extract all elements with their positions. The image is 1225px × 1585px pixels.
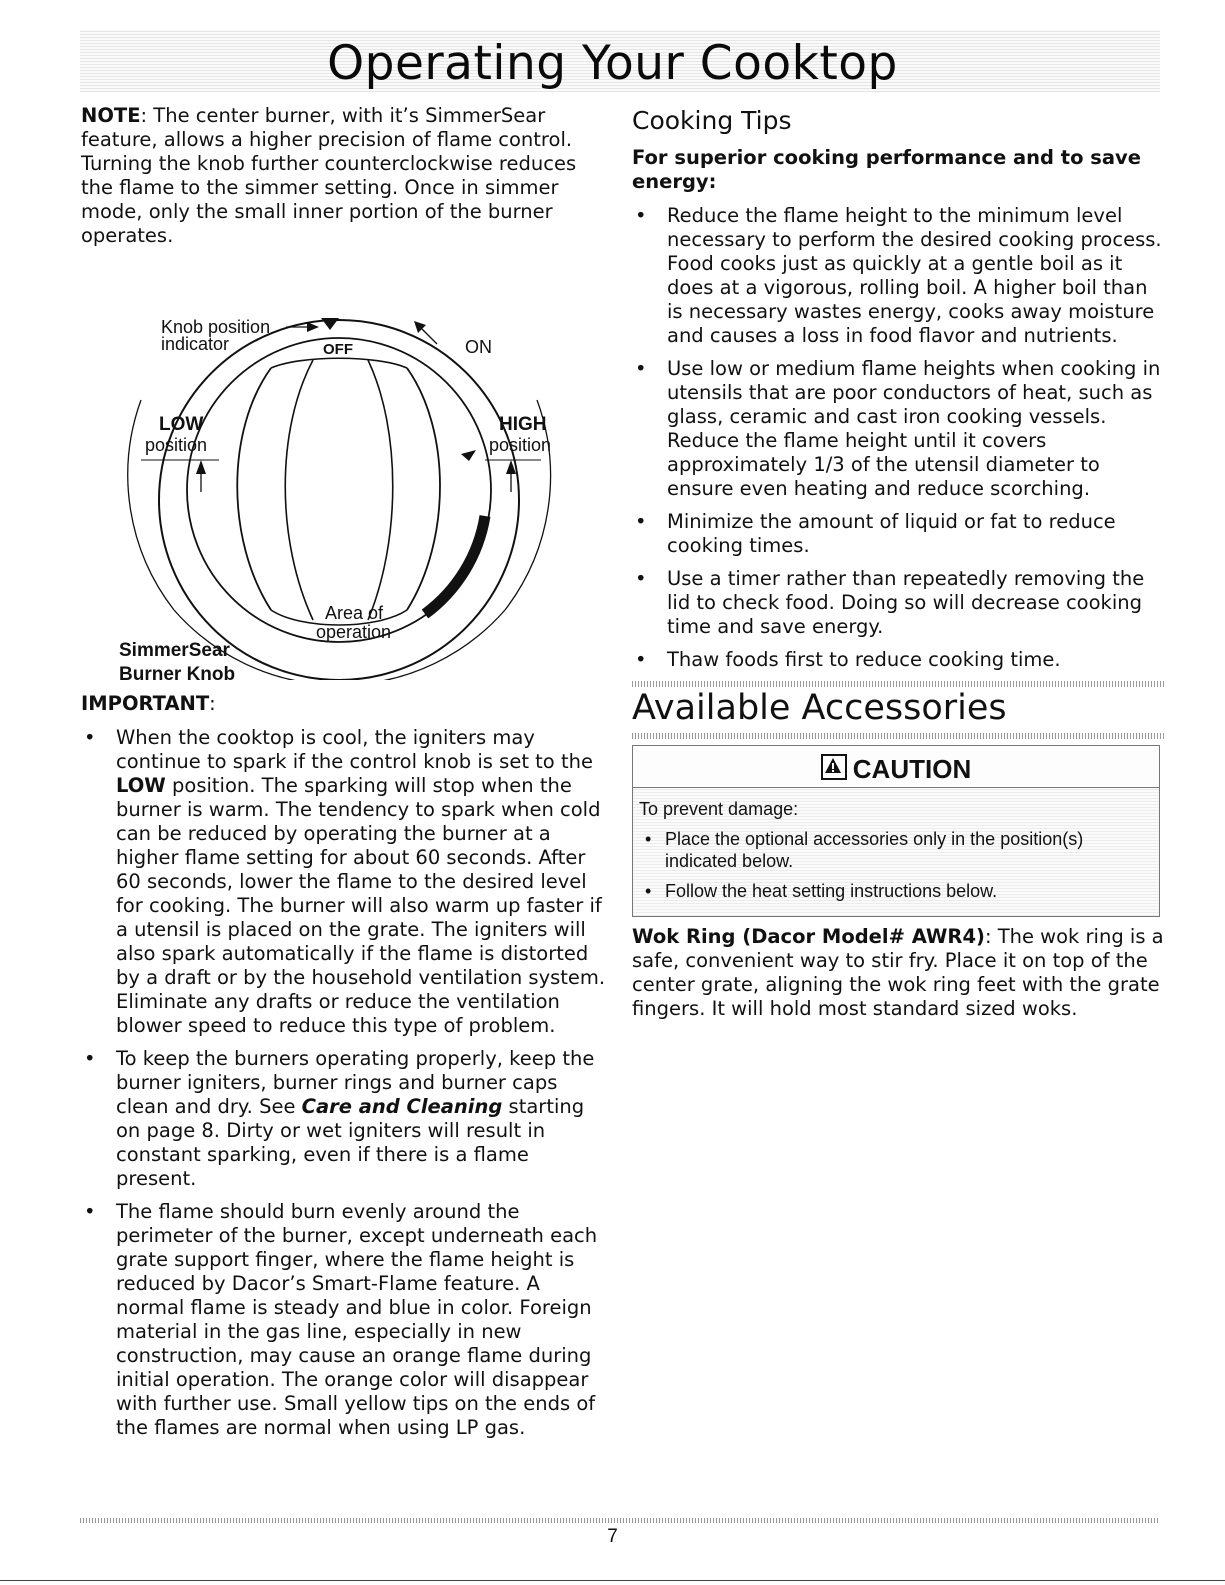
bullet-text: The flame should burn evenly around the perimeter of the burner, except underneath each grate support finger, where the flame height is reduced by Dacor’s Smart-Flame feature. A normal flame is steady and blue in color. Foreign material in the gas line, especially in new construction, may cause an orange flame during initial operation. The orange color will disappear with further use. Small yellow tips on the ends of the flames are normal when using LP gas. bbox=[116, 1200, 598, 1439]
high-position-label: position bbox=[489, 435, 552, 455]
on-label: ON bbox=[465, 337, 492, 357]
page-number: 7 bbox=[607, 1526, 618, 1547]
section-divider bbox=[632, 733, 1164, 739]
bullet-text: position. The sparking will stop when the burner is warm. The tendency to spark when cold can be reduced by operating the burner at a higher flame setting for about 60 seconds. After 60 seconds, lower the flame to the desired level for cooking. The burner will also warm up faster if a utensil is placed on the grate. The igniters will also spark automatically if the flame is distorted by a draft or by the household ventilation system. Eliminate any drafts or reduce the ventilation blower speed to reduce this type of problem. bbox=[116, 774, 606, 1037]
list-item: • Use low or medium flame heights when cooking in utensils that are poor conductors of heat, such as glass, ceramic and cast iron cooking vessels. Reduce the flame height until it covers approximately 1/3 of the utensil diameter to ensure even heating and reduce scorching. bbox=[632, 357, 1164, 501]
important-label: IMPORTANT bbox=[81, 692, 210, 715]
left-column bbox=[81, 104, 611, 1449]
care-and-cleaning-reference: Care and Cleaning bbox=[301, 1095, 503, 1118]
caption-burner-knob: Burner Knob bbox=[119, 664, 236, 685]
list-item bbox=[81, 726, 611, 1038]
caution-heading: CAUTION bbox=[852, 754, 972, 784]
list-item: • Reduce the flame height to the minimum level necessary to perform the desired cooking process. Food cooks just as quickly at a gentle boil as it does at a vigorous, rolling boil. A higher boil than is necessary wastes energy, cooks away moisture and causes a loss in food flavor and nutrients. bbox=[632, 204, 1164, 348]
important-heading bbox=[81, 692, 611, 716]
caption-simmersear: SimmerSear bbox=[119, 640, 230, 661]
list-item bbox=[81, 1200, 611, 1440]
caution-box bbox=[632, 745, 1160, 917]
important-list bbox=[81, 726, 611, 1440]
high-label: HIGH bbox=[499, 414, 547, 435]
list-item: • Follow the heat setting instructions below. bbox=[639, 880, 1149, 902]
operation-label: operation bbox=[316, 622, 392, 642]
bullet-text: When the cooktop is cool, the igniters may continue to spark if the control knob is set to the bbox=[116, 726, 593, 773]
list-item: • Minimize the amount of liquid or fat to reduce cooking times. bbox=[632, 510, 1164, 558]
caution-header bbox=[633, 746, 1159, 788]
wok-ring-text: : The wok ring is a safe, convenient way to stir fry. Place it on top of the center grate, aligning the wok ring feet with the grate fingers. It will hold most standard sized woks. bbox=[632, 925, 1164, 1020]
low-label: LOW bbox=[159, 414, 204, 435]
cooking-tips-title: Cooking Tips bbox=[632, 106, 792, 135]
note-label: NOTE bbox=[81, 104, 141, 127]
warning-icon bbox=[821, 754, 847, 780]
page-title: Operating Your Cooktop bbox=[327, 36, 898, 91]
cooking-tips-lead: For superior cooking performance and to save energy: bbox=[632, 146, 1141, 193]
knob-position-label: Knob position bbox=[161, 317, 271, 337]
caution-list bbox=[639, 828, 1149, 902]
indicator-label: indicator bbox=[161, 334, 230, 354]
list-item: • Use a timer rather than repeatedly removing the lid to check food. Doing so will decrease cooking time and save energy. bbox=[632, 567, 1164, 639]
caution-body bbox=[633, 788, 1159, 916]
caution-intro: To prevent damage: bbox=[639, 799, 799, 819]
note-text: : The center burner, with it’s SimmerSear feature, allows a higher precision of flame control. Turning the knob further counterclockwise reduces the flame to the simmer setting. Once in simmer mode, only the small inner portion of the burner operates. bbox=[81, 104, 577, 247]
cooking-tips-list bbox=[632, 204, 1164, 672]
page-bottom-line bbox=[0, 1580, 1225, 1581]
right-column bbox=[632, 104, 1164, 1021]
low-position-label: position bbox=[145, 435, 208, 455]
important-colon: : bbox=[209, 692, 216, 715]
footer-divider bbox=[80, 1518, 1160, 1523]
off-label: OFF bbox=[323, 341, 353, 358]
bullet-text: To keep the burners operating properly, keep the burner igniters, burner rings and burner caps clean and dry. See bbox=[116, 1047, 595, 1118]
wok-ring-paragraph bbox=[632, 925, 1164, 1021]
simmersear-knob-figure bbox=[81, 280, 611, 685]
available-accessories-title: Available Accessories bbox=[632, 688, 1007, 728]
list-item: • Place the optional accessories only in the position(s) indicated below. bbox=[639, 828, 1149, 872]
area-of-label: Area of bbox=[325, 603, 384, 623]
list-item bbox=[81, 1047, 611, 1191]
bullet-text: starting on page 8. Dirty or wet igniters will result in constant sparking, even if there is a flame present. bbox=[116, 1095, 585, 1190]
note-paragraph bbox=[81, 104, 611, 248]
wok-ring-label: Wok Ring (Dacor Model# AWR4) bbox=[632, 925, 985, 948]
bullet-bold: LOW bbox=[116, 774, 166, 797]
list-item: • Thaw foods first to reduce cooking time. bbox=[632, 648, 1164, 672]
